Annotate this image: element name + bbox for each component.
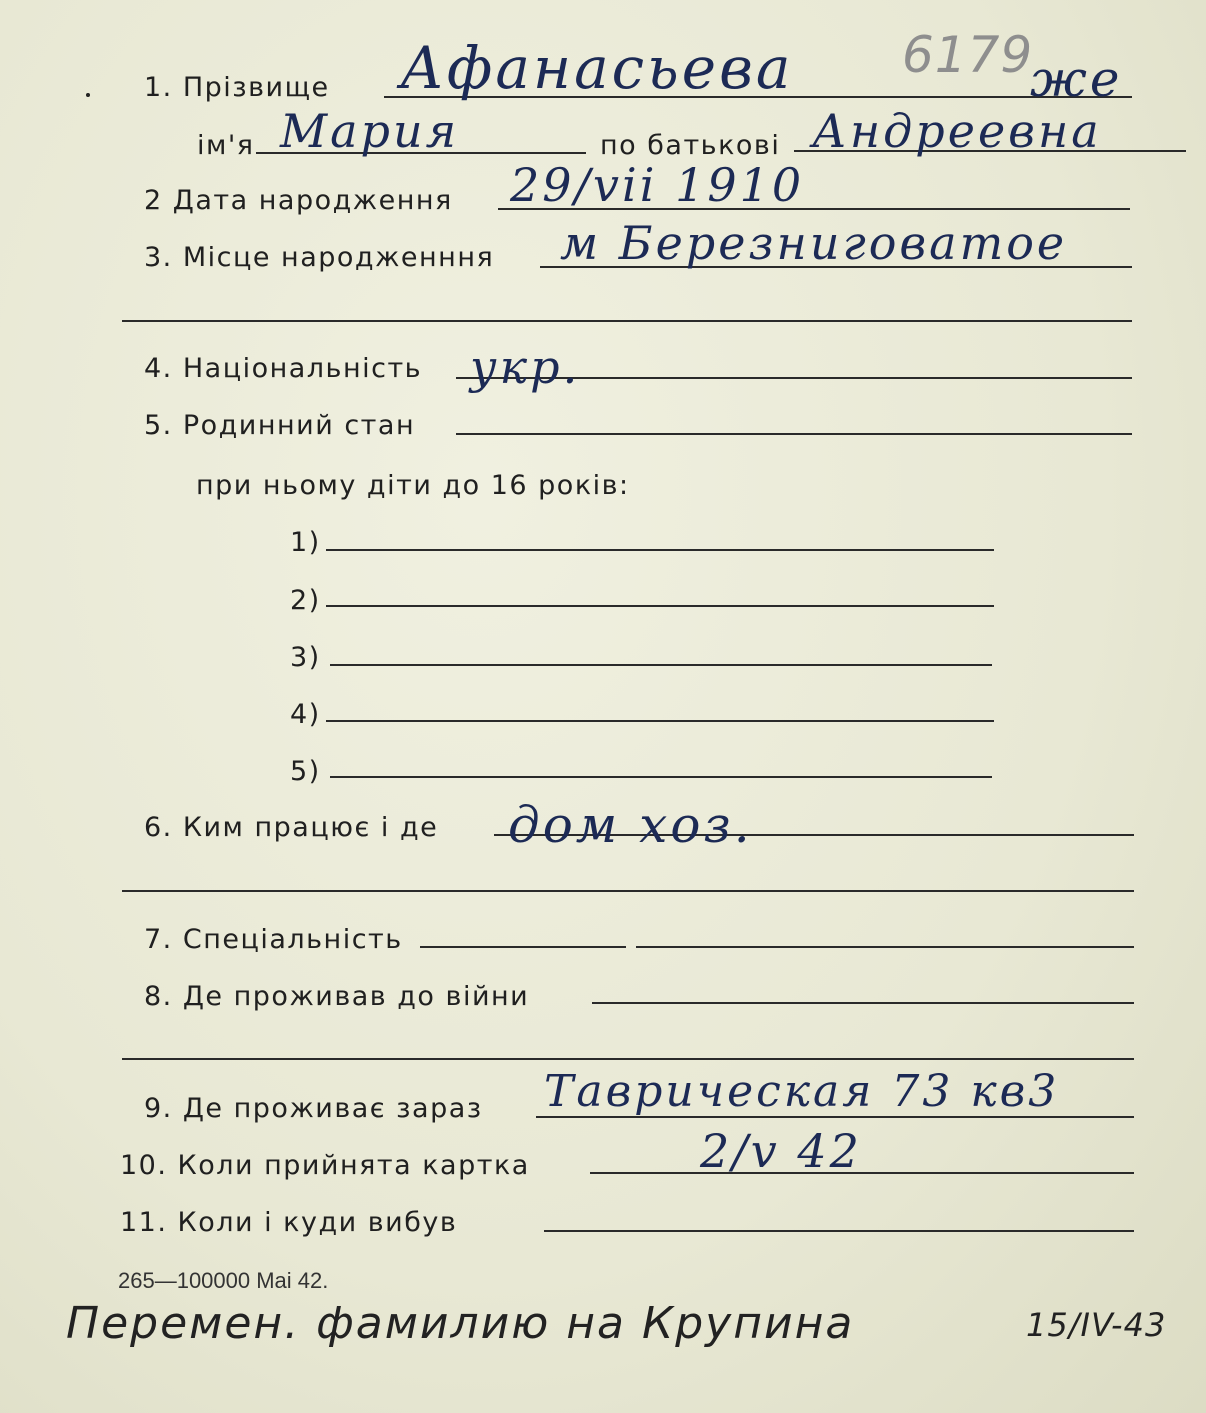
- prewar-residence-line: [592, 1002, 1134, 1004]
- patronymic-value: Андреевна: [812, 104, 1102, 158]
- pencil-record-number: 6179: [902, 26, 1034, 84]
- prewar-residence-extra-line: [122, 1058, 1134, 1060]
- footer-date: 15/IV-43: [1026, 1306, 1167, 1344]
- birth-place-value: м Березниговатое: [560, 216, 1068, 270]
- birth-date-value: 29/vii 1910: [510, 158, 805, 212]
- prewar-residence-label: 8. Де проживав до війни: [144, 981, 530, 1012]
- occupation-value: дом хоз.: [508, 796, 753, 854]
- current-residence-value: Таврическая 73 кв3: [544, 1066, 1060, 1117]
- specialty-line-2: [636, 946, 1134, 948]
- departed-line: [544, 1230, 1134, 1232]
- child-number: 5): [290, 756, 321, 787]
- child-line: [326, 720, 994, 722]
- current-residence-label: 9. Де проживає зараз: [144, 1093, 483, 1124]
- name-value: Мария: [280, 104, 460, 158]
- child-line: [330, 664, 992, 666]
- print-run-mark: 265—100000 Mai 42.: [118, 1268, 329, 1293]
- card-accepted-value: 2/v 42: [700, 1124, 862, 1178]
- footer-note: Перемен. фамилию на Крупина: [66, 1298, 855, 1349]
- surname-label: 1. Прізвище: [144, 72, 330, 103]
- birth-place-label: 3. Місце народженння: [144, 242, 495, 273]
- departed-label: 11. Коли і куди вибув: [120, 1207, 458, 1238]
- card-accepted-line: [590, 1172, 1134, 1174]
- nationality-value: укр.: [470, 340, 581, 394]
- child-line: [326, 549, 994, 551]
- specialty-label: 7. Спеціальність: [144, 924, 403, 955]
- marital-status-line: [456, 433, 1132, 435]
- occupation-extra-line: [122, 890, 1134, 892]
- child-number: 1): [290, 527, 321, 558]
- children-header: при ньому діти до 16 років:: [196, 470, 630, 501]
- child-line: [330, 776, 992, 778]
- birth-date-label: 2 Дата народження: [144, 185, 453, 216]
- name-label: ім'я: [197, 130, 255, 161]
- ink-dot: [86, 93, 90, 97]
- birth-place-extra-line: [122, 320, 1132, 322]
- child-line: [326, 605, 994, 607]
- card-accepted-label: 10. Коли прийнята картка: [120, 1150, 530, 1181]
- specialty-line: [420, 946, 626, 948]
- surname-value: Афанасьева: [400, 34, 794, 102]
- child-number: 2): [290, 585, 321, 616]
- child-number: 3): [290, 642, 321, 673]
- occupation-label: 6. Ким працює і де: [144, 812, 439, 843]
- child-number: 4): [290, 699, 321, 730]
- surname-suffix: же: [1030, 50, 1123, 108]
- marital-status-label: 5. Родинний стан: [144, 410, 416, 441]
- nationality-label: 4. Національність: [144, 353, 423, 384]
- patronymic-label: по батькові: [600, 130, 781, 161]
